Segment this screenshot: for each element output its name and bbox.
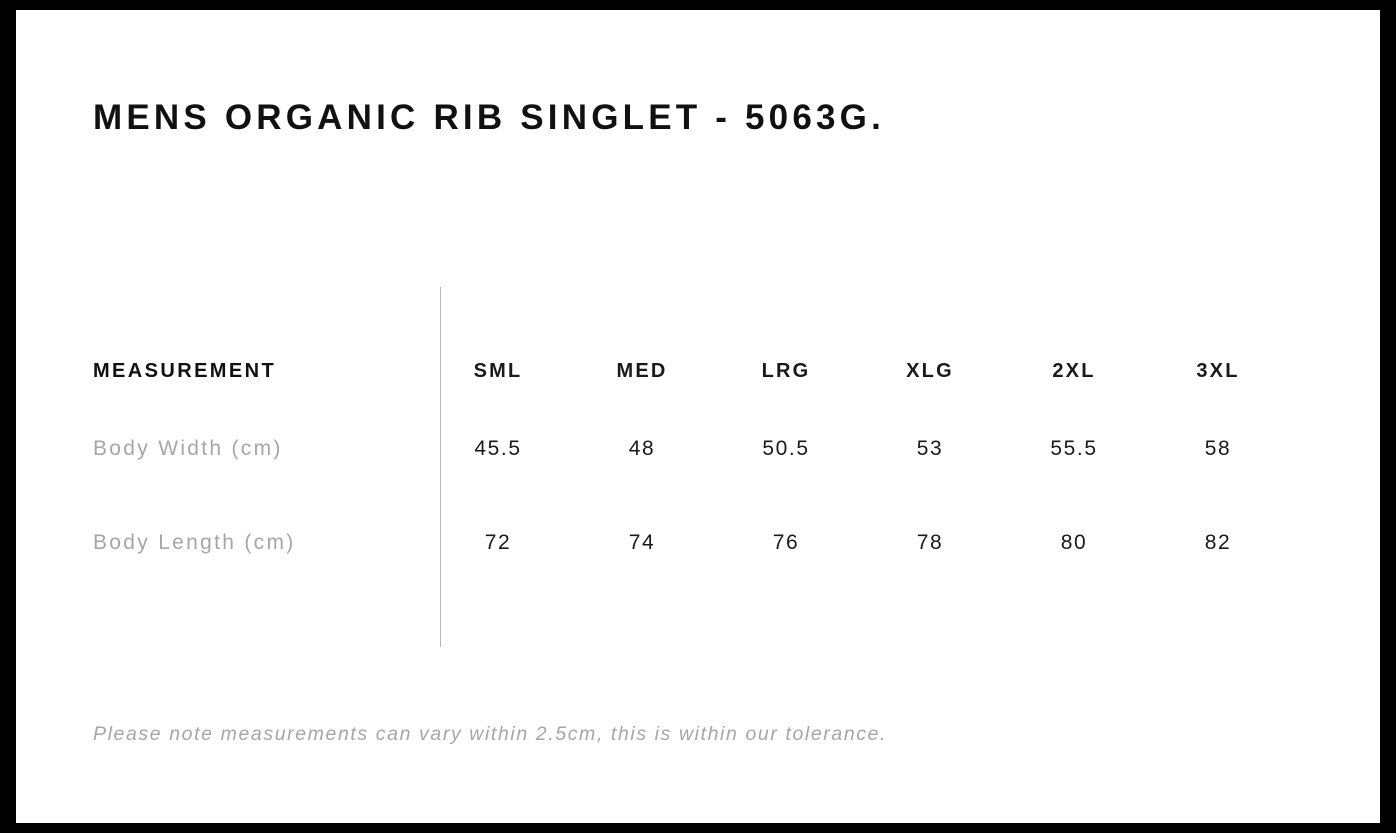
tolerance-note: Please note measurements can vary within 2.5cm, this is within our tolerance. [93, 723, 888, 745]
table-header-row [16, 340, 1380, 402]
column-header-3xl: 3XL [1196, 359, 1240, 382]
cell-body-width-lrg: 50.5 [762, 437, 810, 460]
cell-body-width-xlg: 53 [916, 437, 944, 460]
cell-body-length-xlg: 78 [916, 531, 944, 554]
cell-body-width-med: 48 [628, 437, 656, 460]
table-row [16, 496, 1380, 590]
column-header-xlg: XLG [906, 359, 954, 382]
row-label-body-width: Body Width (cm) [93, 437, 283, 460]
size-chart-table [16, 340, 1380, 590]
column-header-2xl: 2XL [1052, 359, 1096, 382]
column-header-measurement: MEASUREMENT [93, 359, 277, 382]
column-header-lrg: LRG [761, 359, 811, 382]
cell-body-length-2xl: 80 [1060, 531, 1088, 554]
size-chart-card [16, 10, 1380, 823]
cell-body-length-med: 74 [628, 531, 656, 554]
cell-body-length-sml: 72 [484, 531, 512, 554]
cell-body-width-3xl: 58 [1204, 437, 1232, 460]
table-row [16, 402, 1380, 496]
cell-body-length-3xl: 82 [1204, 531, 1232, 554]
page-title: MENS ORGANIC RIB SINGLET - 5063G. [93, 98, 886, 137]
column-header-med: MED [616, 359, 668, 382]
row-label-body-length: Body Length (cm) [93, 531, 296, 554]
cell-body-length-lrg: 76 [772, 531, 800, 554]
column-header-sml: SML [473, 359, 523, 382]
cell-body-width-2xl: 55.5 [1050, 437, 1098, 460]
cell-body-width-sml: 45.5 [474, 437, 522, 460]
